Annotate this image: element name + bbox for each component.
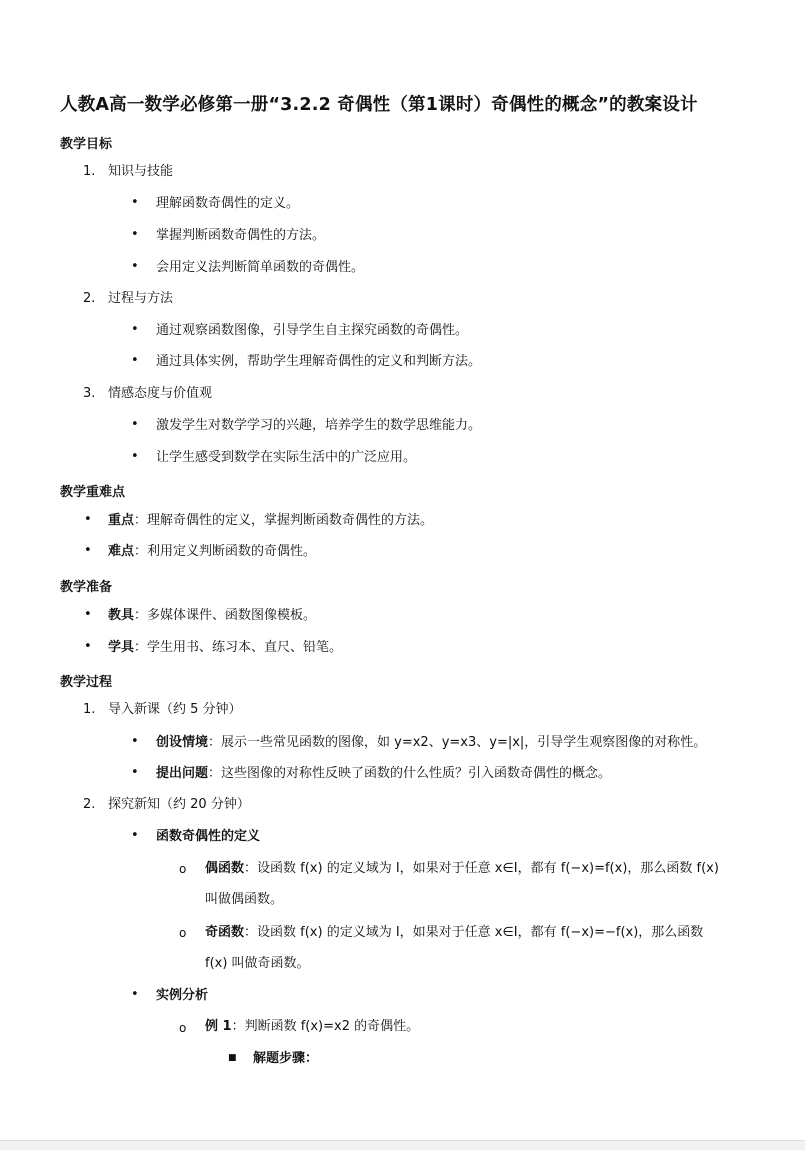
item-label: 例 1 <box>205 1019 232 1034</box>
subsection-heading: 函数奇偶性的定义 <box>156 829 261 844</box>
subsection-heading: 实例分析 <box>156 988 209 1003</box>
bullet-icon: • <box>84 512 92 527</box>
circle-bullet-icon: o <box>179 1021 187 1035</box>
bullet-icon: • <box>131 353 139 368</box>
bullet-icon: • <box>84 607 92 622</box>
list-item: 通过具体实例，帮助学生理解奇偶性的定义和判断方法。 <box>156 354 482 369</box>
bullet-icon: • <box>131 417 139 432</box>
item-text: ：设函数 f(x) 的定义域为 I，如果对于任意 x∈I，都有 f(−x)=f(x)，那么函数 f(x) <box>244 861 719 876</box>
step-label: 导入新课 <box>108 702 161 717</box>
item-text: ：这些图像的对称性反映了函数的什么性质？引入函数奇偶性的概念。 <box>208 766 612 781</box>
item-label: 偶函数 <box>205 861 245 876</box>
item-text: ：设函数 f(x) 的定义域为 I，如果对于任意 x∈I，都有 f(−x)=−f(x)，那么函数 <box>244 925 704 940</box>
item-label: 学具 <box>108 640 135 655</box>
section-heading-preparation: 教学准备 <box>60 580 113 595</box>
list-number: 1. <box>83 164 96 179</box>
item-label: 奇函数 <box>205 925 245 940</box>
list-number: 2. <box>83 797 96 812</box>
list-item: 通过观察函数图像，引导学生自主探究函数的奇偶性。 <box>156 323 469 338</box>
definition-even-line1 <box>205 860 719 878</box>
section-heading-objectives: 教学目标 <box>60 137 113 152</box>
list-number: 2. <box>83 291 96 306</box>
definition-odd-line2: f(x) 叫做奇函数。 <box>205 956 310 971</box>
definition-even-line2: 叫做偶函数。 <box>205 892 284 907</box>
list-item <box>156 734 706 752</box>
circle-bullet-icon: o <box>179 926 187 940</box>
document-title: 人教A高一数学必修第一册“3.2.2 奇偶性（第1课时）奇偶性的概念”的教案设计 <box>60 95 698 115</box>
bullet-icon: • <box>131 828 139 843</box>
step-time: （约 5 分钟） <box>160 702 242 717</box>
section-heading-key-points: 教学重难点 <box>60 485 126 500</box>
definition-odd-line1 <box>205 924 703 942</box>
list-item <box>108 543 316 561</box>
objective-group-label: 过程与方法 <box>108 291 174 306</box>
item-text: ：判断函数 f(x)=x2 的奇偶性。 <box>231 1019 420 1034</box>
list-item <box>108 607 316 625</box>
objective-group-label: 情感态度与价值观 <box>108 386 213 401</box>
item-label: 提出问题 <box>156 766 209 781</box>
list-number: 1. <box>83 702 96 717</box>
bullet-icon: • <box>131 449 139 464</box>
list-item: 让学生感受到数学在实际生活中的广泛应用。 <box>156 450 417 465</box>
list-item: 掌握判断函数奇偶性的方法。 <box>156 228 326 243</box>
solution-steps-label: 解题步骤： <box>253 1051 319 1066</box>
section-heading-process: 教学过程 <box>60 675 113 690</box>
bullet-icon: • <box>131 765 139 780</box>
list-item: 激发学生对数学学习的兴趣，培养学生的数学思维能力。 <box>156 418 482 433</box>
bullet-icon: • <box>131 259 139 274</box>
list-item: 理解函数奇偶性的定义。 <box>156 196 300 211</box>
step-label: 探究新知 <box>108 797 161 812</box>
bullet-icon: • <box>84 543 92 558</box>
process-step-title <box>108 796 250 814</box>
process-step-title <box>108 701 242 719</box>
list-item <box>156 765 611 783</box>
item-text: ：理解奇偶性的定义，掌握判断函数奇偶性的方法。 <box>134 513 434 528</box>
example-item <box>205 1018 419 1036</box>
bullet-icon: • <box>131 195 139 210</box>
list-item <box>108 639 342 657</box>
list-number: 3. <box>83 386 96 401</box>
bullet-icon: • <box>131 987 139 1002</box>
item-label: 难点 <box>108 544 135 559</box>
circle-bullet-icon: o <box>179 862 187 876</box>
item-text: ：学生用书、练习本、直尺、铅笔。 <box>134 640 343 655</box>
item-text: ：多媒体课件、函数图像模板。 <box>134 608 317 623</box>
objective-group-label: 知识与技能 <box>108 164 174 179</box>
item-text: ：展示一些常见函数的图像，如 y=x2、y=x3、y=|x|，引导学生观察图像的对称性。 <box>208 735 707 750</box>
step-time: （约 20 分钟） <box>160 797 250 812</box>
bullet-icon: • <box>131 227 139 242</box>
square-bullet-icon: ■ <box>228 1053 237 1063</box>
list-item <box>108 512 433 530</box>
bullet-icon: • <box>131 322 139 337</box>
item-label: 创设情境 <box>156 735 209 750</box>
item-label: 重点 <box>108 513 135 528</box>
bullet-icon: • <box>131 734 139 749</box>
list-item: 会用定义法判断简单函数的奇偶性。 <box>156 260 365 275</box>
item-label: 教具 <box>108 608 135 623</box>
bullet-icon: • <box>84 639 92 654</box>
item-text: ：利用定义判断函数的奇偶性。 <box>134 544 317 559</box>
